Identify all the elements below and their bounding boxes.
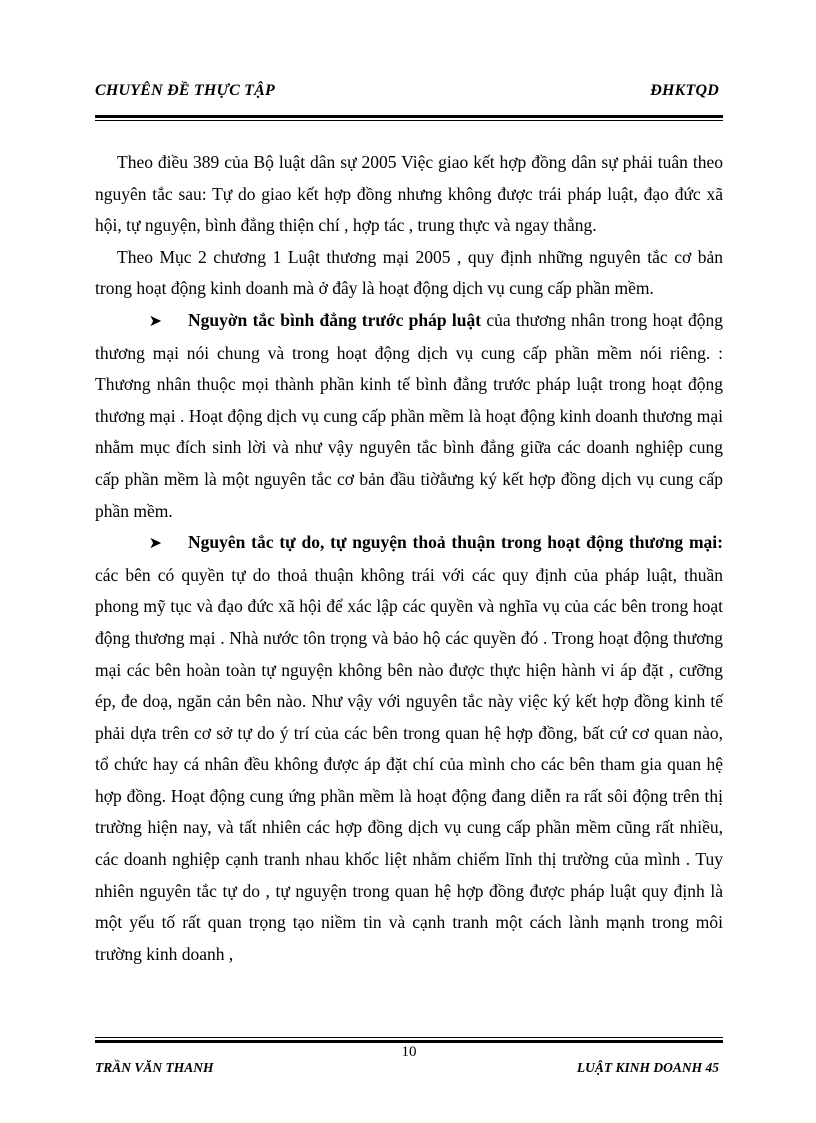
- paragraph-2: Theo Mục 2 chương 1 Luật thương mại 2005 , quy định những nguyên tắc cơ bản trong hoạt động kinh doanh mà ở đây là hoạt động dịch vụ cung cấp phần mềm.: [95, 246, 723, 299]
- paragraph-1: Theo điều 389 của Bộ luật dân sự 2005 Việc giao kết hợp đồng dân sự phải tuân theo nguyên tắc sau: Tự do giao kết hợp đồng nhưng không được trái pháp luật, đạo đức xã hội, tự nguyện, bình đẳng thiện chí , hợp tác , trung thực và ngay thẳng.: [95, 152, 723, 236]
- bullet-1-heading: Nguyờn tắc bình đẳng trước pháp luật: [188, 309, 482, 330]
- header-institution: ĐHKTQD: [650, 82, 719, 99]
- bullet-paragraph-1: [95, 305, 723, 527]
- bullet-2-heading: Nguyên tắc tự do, tự nguyện thoả thuận trong hoạt động thương mại:: [188, 532, 723, 553]
- header-rule-thick: [95, 115, 723, 118]
- header-title: CHUYÊN ĐỀ THỰC TẬP: [95, 82, 276, 99]
- bullet-1-text: của thương nhân trong hoạt động thương mại nói chung và trong hoạt động dịch vụ cung cấp phần mềm nói riêng. : Thương nhân thuộc mọi thành phần kinh tế bình đẳng trước pháp luật trong hoạt động thương mại . Hoạt động dịch vụ cung cấp phần mềm là hoạt động kinh doanh thương mại nhằm mục đích sinh lời và như vậy nguyên tắc bình đẳng giữa các doanh nghiệp cung cấp phần mềm là một nguyên tắc cơ bản đầu tiờằưng ký kết hợp đồng dịch vụ cung cấp phần mềm.: [95, 309, 723, 521]
- page-footer: [95, 1043, 719, 1083]
- page-number: 10: [401, 1044, 417, 1060]
- arrow-bullet-icon: ➤: [148, 312, 162, 330]
- footer-course: LUẬT KINH DOANH 45: [576, 1060, 719, 1075]
- page-header: [95, 82, 719, 106]
- bullet-paragraph-2: [95, 527, 723, 970]
- document-body: [95, 147, 723, 970]
- footer-rule-thin: [95, 1037, 723, 1038]
- header-rule-thin: [95, 120, 723, 121]
- bullet-2-text: các bên có quyền tự do thoả thuận không trái với các quy định của pháp luật, thuần phong mỹ tục và đạo đức xã hội để xác lập các quyền và nghĩa vụ của các bên trong hoạt động thương mại . Nhà nước tôn trọng và bảo hộ các quyền đó . Trong hoạt động thương mại các bên hoàn toàn tự nguyện không bên nào được thực hiện hành vi áp đặt , cưỡng ép, đe doạ, ngăn cản bên nào. Như vậy với nguyên tắc này việc ký kết hợp đồng kinh tế phải dựa trên cơ sở tự do ý trí của các bên trong quan hệ hợp đồng, bất cứ cơ quan nào, tổ chức hay cá nhân đều không được áp đặt chí của mình cho các bên tham gia quan hệ hợp đồng. Hoạt động cung ứng phần mềm là hoạt động đang diễn ra rất sôi động trên thị trường hiện nay, và tất nhiên các hợp đồng dịch vụ cung cấp phần mềm cũng rất nhiều, các doanh nghiệp cạnh tranh nhau khốc liệt nhằm chiếm lĩnh thị trường của mình . Tuy nhiên nguyên tắc tự do , tự nguyện trong quan hệ hợp đồng được pháp luật quy định là một yếu tố rất quan trọng tạo niềm tin và cạnh tranh một cách lành mạnh trong môi trường kinh doanh ,: [95, 564, 723, 964]
- arrow-bullet-icon: ➤: [148, 535, 162, 553]
- footer-author: TRẦN VĂN THANH: [95, 1060, 214, 1075]
